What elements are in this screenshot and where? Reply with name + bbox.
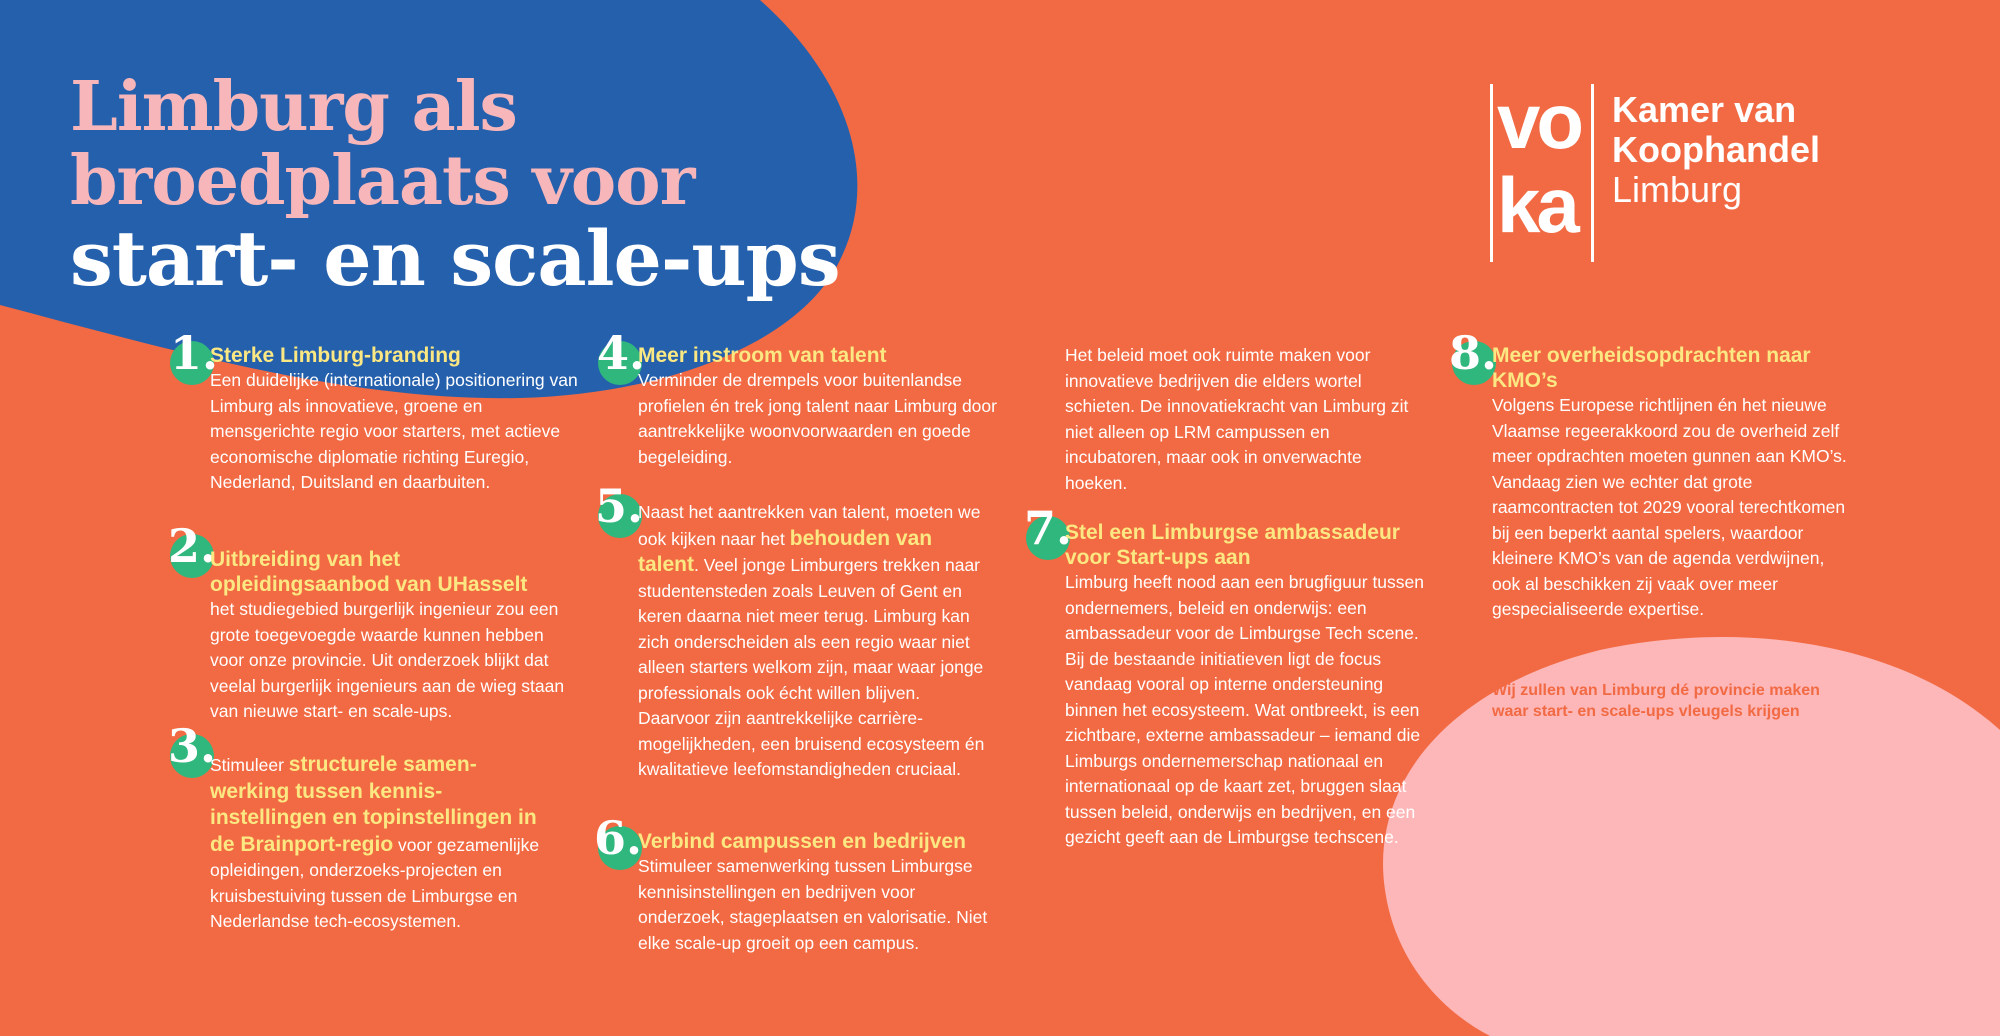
item-body: Limburg heeft nood aan een brugfiguur tussen ondernemers, beleid en onderwijs: een ambassadeur voor de Limburgse Tech scene. Bij de bestaande initiatieven ligt de focus vandaag vooral op interne ondersteuning binnen het ecosysteem. Wat ontbreekt, is een zichtbare, externe ambassadeur – iemand die Limburgs ondernemerschap nationaal en internationaal op de kaart zet, bruggen slaat tussen beleid, onderwijs en bedrijven, en een gezicht geeft aan de Limburgse techscene. [1065, 572, 1425, 847]
list-item [210, 752, 550, 935]
list-item [638, 343, 998, 470]
title-line-2: broedplaats voor [70, 141, 695, 221]
list-item [1065, 520, 1440, 851]
item-heading: Uitbreiding van het opleidingsaanbod van UHasselt [210, 548, 528, 596]
item-heading: Meer instroom van talent [638, 344, 887, 367]
item-body: Verminder de drempels voor buitenlandse profielen én trek jong talent naar Limburg door aantrekkelijke woonvoorwaarden en goede begeleiding. [638, 370, 997, 467]
item-heading: Meer overheidsopdrachten naar KMO’s [1492, 344, 1811, 392]
item-body: Volgens Europese richtlijnen én het nieuwe Vlaamse regeerakkoord zou de overheid zelf meer opdrachten moeten gunnen aan KMO’s. Vandaag zien we echter dat grote raamcontracten tot 2029 vooral terechtkomen bij een beperkt aantal spelers, waardoor kleinere KMO’s van de agenda verdwijnen, ook al beschikken zij vaak over meer gespecialiseerde expertise. [1492, 395, 1847, 619]
page-title [70, 67, 840, 303]
item-number: 7. [1024, 501, 1073, 555]
item-body: Een duidelijke (internationale) positionering van Limburg als innovatieve, groene en mensgerichte regio voor starters, met actieve economische diplomatie richting Euregio, Nederland, Duitsland en daarbuiten. [210, 370, 578, 492]
list-item [638, 829, 998, 956]
item-number: 1. [170, 326, 219, 380]
item-heading: Sterke Limburg-branding [210, 344, 461, 367]
item-number: 4. [597, 326, 646, 380]
logo-line-1: Kamer van [1612, 89, 1797, 130]
voka-logo [1490, 77, 1830, 262]
logo-mark-top: vo [1497, 77, 1581, 165]
list-item [210, 547, 580, 725]
item-number: 5. [595, 479, 644, 533]
list-item [210, 343, 580, 496]
column-intro-text: Het beleid moet ook ruimte maken voor innovatieve bedrijven die elders wortel schieten. De innovatiekracht van Limburg zit niet alleen op LRM campussen en incubatoren, maar ook in onverwachte hoeken. [1065, 345, 1409, 493]
item-intro: Stimuleer [210, 755, 289, 775]
item-body: het studiegebied burgerlijk ingenieur zou een grote toegevoegde waarde kunnen hebben voor onze provincie. Uit onderzoek blijkt dat veelal burgerlijk ingenieurs aan de wieg staan van nieuwe start- en scale-ups. [210, 599, 565, 721]
item-body: voor gezamenlijke opleidingen, onderzoeks-projecten en kruisbestuiving tussen de Limburgse en Nederlandse tech-ecosystemen. [210, 834, 540, 931]
list-item [1492, 343, 1857, 623]
item-number: 3. [168, 719, 217, 773]
logo-text [1612, 90, 1820, 210]
item-heading: Stel een Limburgse ambassadeur voor Start-ups aan [1065, 521, 1400, 569]
item-number: 8. [1449, 326, 1498, 380]
list-item [638, 500, 993, 783]
tagline: Wij zullen van Limburg dé provincie maken waar start- en scale-ups vleugels krijgen [1492, 682, 1820, 720]
voka-logo-mark [1490, 77, 1594, 262]
logo-mark-bottom: ka [1497, 161, 1576, 249]
logo-line-2: Koophandel [1612, 129, 1820, 170]
item-number: 6. [594, 811, 643, 865]
title-line-1: Limburg als [70, 67, 517, 147]
item-heading: behouden van talent [638, 526, 933, 576]
title-line-3: start- en scale-ups [70, 214, 840, 303]
item-heading: structurele samen-werking tussen kennis-instellingen en topinstellingen in de Brainport-regio [210, 753, 537, 856]
item-heading: Verbind campussen en bedrijven [638, 830, 966, 853]
item-body: . Veel jonge Limburgers trekken naar studentensteden zoals Leuven of Gent en keren daarna niet meer terug. Limburg kan zich onderscheiden als een regio waar niet alleen starters welkom zijn, maar waar jonge professionals ook écht willen blijven. Daarvoor zijn aantrekkelijke carrière-mogelijkheden, een bruisend ecosysteem én kwalitatieve leefomstandigheden cruciaal. [638, 555, 985, 779]
item-intro: Naast het aantrekken van talent, moeten we ook kijken naar het [638, 502, 981, 549]
logo-line-3: Limburg [1612, 169, 1743, 210]
item-number: 2. [168, 519, 217, 573]
item-body: Stimuleer samenwerking tussen Limburgse kennisinstellingen en bedrijven voor onderzoek, stageplaatsen en valorisatie. Niet elke scale-up groeit op een campus. [638, 856, 988, 953]
